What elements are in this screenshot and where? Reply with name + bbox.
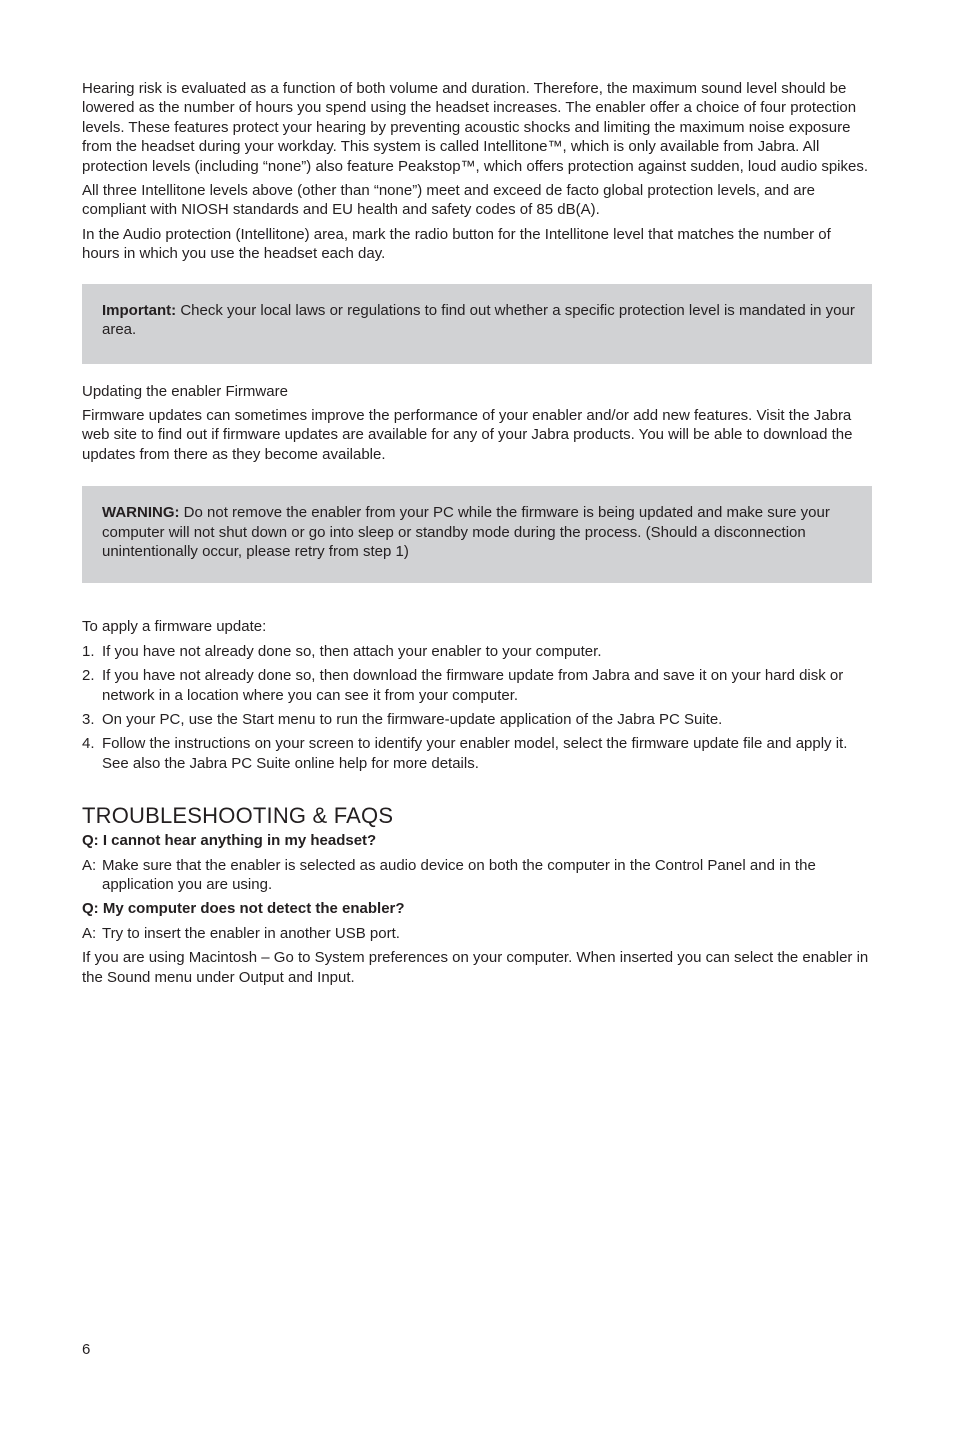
- warning-note-body: Do not remove the enabler from your PC while the firmware is being updated and make sure your computer will not shut down or go into sleep or standby mode during the process. (Should a disconnection unintentionally occur, please retry from step 1): [102, 504, 830, 561]
- document-page: [82, 79, 872, 992]
- faq-answer-2: [82, 924, 872, 943]
- section-title-troubleshooting: TROUBLESHOOTING & FAQS: [82, 803, 394, 829]
- intro-paragraph-1: Hearing risk is evaluated as a function of both volume and duration. Therefore, the maximum sound level should be lowered as the number of hours you spend using the headset increases. The enabler offer a choice of four protection levels. These features protect your hearing by preventing acoustic shocks and limiting the maximum noise exposure from the headset during your workday. This system is called Intellitone™, which is only available from Jabra. All protection levels (including “none”) also feature Peakstop™, which offers protection against sudden, loud audio spikes.: [82, 80, 869, 175]
- important-note-box: [82, 284, 872, 364]
- list-item-number: 2.: [82, 667, 95, 685]
- list-item: [82, 734, 872, 773]
- list-item-text: Follow the instructions on your screen to identify your enabler model, select the firmware update file and apply it. See also the Jabra PC Suite online help for more details.: [102, 735, 848, 772]
- list-item-number: 3.: [82, 710, 95, 728]
- faq-answer-text: Try to insert the enabler in another USB port.: [102, 924, 400, 942]
- intro-paragraph-3: In the Audio protection (Intellitone) area, mark the radio button for the Intellitone level that matches the number of hours in which you use the headset each day.: [82, 225, 831, 263]
- list-item-text: If you have not already done so, then download the firmware update from Jabra and save it on your hard disk or network in a location where you can see it from your computer.: [102, 667, 844, 704]
- list-item: [82, 642, 872, 661]
- important-note-body: Check your local laws or regulations to find out whether a specific protection level is mandated in your area.: [102, 301, 855, 339]
- faq-answer-prefix: A:: [82, 856, 97, 874]
- list-item-text: On your PC, use the Start menu to run the firmware-update application of the Jabra PC Suite.: [102, 710, 723, 728]
- list-item: [82, 710, 872, 729]
- warning-note-label: WARNING:: [102, 504, 180, 522]
- faq-answer-1: [82, 856, 872, 895]
- warning-note-text: [102, 503, 866, 561]
- faq-closing-paragraph: If you are using Macintosh – Go to System preferences on your computer. When inserted you can select the enabler in the Sound menu under Output and Input.: [82, 949, 869, 986]
- list-item-number: 1.: [82, 642, 95, 660]
- faq-question-2: Q: My computer does not detect the enabler?: [82, 900, 405, 918]
- faq-answer-prefix: A:: [82, 924, 97, 942]
- warning-note-box: [82, 486, 872, 583]
- page-number: 6: [82, 1341, 91, 1358]
- list-item-text: If you have not already done so, then attach your enabler to your computer.: [102, 642, 602, 660]
- list-item-number: 4.: [82, 735, 95, 753]
- firmware-steps-list: [82, 642, 872, 773]
- important-note-text: [102, 301, 866, 340]
- firmware-paragraph: Firmware updates can sometimes improve the performance of your enabler and/or add new features. Visit the Jabra web site to find out if firmware updates are available for any of your Jabra products. You will be able to download the updates from there as they become available.: [82, 407, 853, 463]
- firmware-heading: Updating the enabler Firmware: [82, 382, 288, 400]
- steps-lead-in: To apply a firmware update:: [82, 618, 267, 636]
- list-item: [82, 666, 872, 705]
- faq-answer-text: Make sure that the enabler is selected as audio device on both the computer in the Control Panel and in the application you are using.: [102, 856, 816, 893]
- intro-paragraph-2: All three Intellitone levels above (other than “none”) meet and exceed de facto global protection levels, and are compliant with NIOSH standards and EU health and safety codes of 85 dB(A).: [82, 182, 815, 219]
- faq-question-1: Q: I cannot hear anything in my headset?: [82, 832, 377, 850]
- important-note-label: Important:: [102, 301, 177, 319]
